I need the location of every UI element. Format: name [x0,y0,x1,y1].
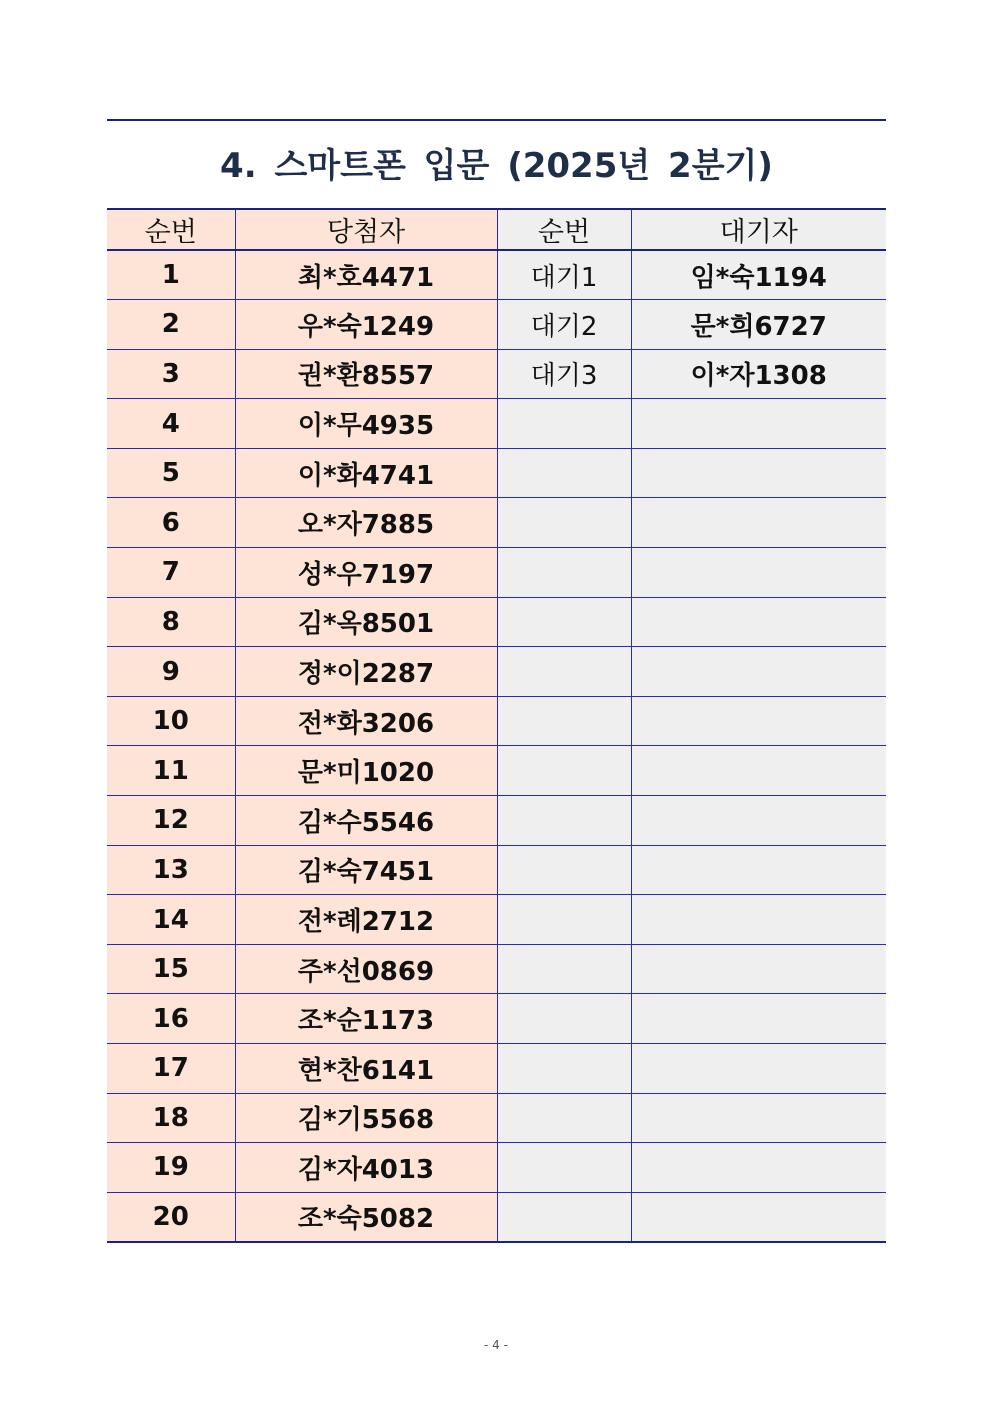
cell-wait-seq [497,796,631,846]
table-row [107,1093,886,1143]
cell-winner: 김*숙7451 [235,845,497,895]
cell-seq: 13 [107,845,235,895]
page-title: 4. 스마트폰 입문 (2025년 2분기) [220,146,773,186]
cell-seq: 10 [107,696,235,746]
cell-waiter: 문*희6727 [631,300,886,350]
cell-waiter [631,647,886,697]
cell-seq: 11 [107,746,235,796]
winners-table [107,208,886,1243]
cell-seq: 2 [107,300,235,350]
table-row [107,448,886,498]
cell-seq: 17 [107,1044,235,1094]
cell-wait-seq [497,696,631,746]
cell-seq: 3 [107,349,235,399]
cell-waiter [631,994,886,1044]
cell-winner: 전*례2712 [235,895,497,945]
table-row [107,349,886,399]
table-row [107,1044,886,1094]
header-seq: 순번 [107,209,235,250]
table-row [107,399,886,449]
table-row [107,548,886,598]
header-winner: 당첨자 [235,209,497,250]
cell-waiter: 임*숙1194 [631,250,886,300]
cell-waiter [631,399,886,449]
table-row [107,1192,886,1242]
cell-seq: 20 [107,1192,235,1242]
cell-seq: 12 [107,796,235,846]
cell-seq: 19 [107,1143,235,1193]
table-row [107,696,886,746]
cell-wait-seq [497,845,631,895]
cell-waiter [631,1044,886,1094]
cell-waiter [631,796,886,846]
cell-waiter: 이*자1308 [631,349,886,399]
cell-waiter [631,746,886,796]
cell-wait-seq [497,1044,631,1094]
cell-wait-seq [497,647,631,697]
cell-seq: 6 [107,498,235,548]
cell-seq: 9 [107,647,235,697]
cell-waiter [631,895,886,945]
cell-winner: 김*자4013 [235,1143,497,1193]
cell-winner: 주*선0869 [235,944,497,994]
cell-seq: 16 [107,994,235,1044]
cell-winner: 오*자7885 [235,498,497,548]
top-rule [107,119,886,121]
table-row [107,994,886,1044]
cell-waiter [631,448,886,498]
cell-seq: 14 [107,895,235,945]
cell-winner: 정*이2287 [235,647,497,697]
cell-wait-seq [497,994,631,1044]
cell-winner: 조*순1173 [235,994,497,1044]
cell-wait-seq [497,1093,631,1143]
table-row [107,647,886,697]
cell-waiter [631,1192,886,1242]
cell-waiter [631,597,886,647]
table-body [107,250,886,1242]
cell-seq: 5 [107,448,235,498]
cell-winner: 권*환8557 [235,349,497,399]
header-waiter: 대기자 [631,209,886,250]
table-row [107,1143,886,1193]
cell-wait-seq [497,548,631,598]
cell-winner: 김*수5546 [235,796,497,846]
table-row [107,944,886,994]
table-row [107,300,886,350]
cell-seq: 15 [107,944,235,994]
cell-winner: 현*찬6141 [235,1044,497,1094]
cell-seq: 7 [107,548,235,598]
table-row [107,597,886,647]
cell-winner: 김*기5568 [235,1093,497,1143]
cell-waiter [631,498,886,548]
cell-winner: 이*무4935 [235,399,497,449]
table-row [107,498,886,548]
cell-wait-seq [497,448,631,498]
cell-seq: 1 [107,250,235,300]
cell-winner: 전*화3206 [235,696,497,746]
cell-winner: 이*화4741 [235,448,497,498]
table-row [107,796,886,846]
cell-seq: 18 [107,1093,235,1143]
cell-winner: 우*숙1249 [235,300,497,350]
cell-waiter [631,845,886,895]
table-row [107,845,886,895]
cell-winner: 조*숙5082 [235,1192,497,1242]
cell-winner: 김*옥8501 [235,597,497,647]
table-row [107,250,886,300]
table-row [107,746,886,796]
cell-waiter [631,548,886,598]
cell-waiter [631,1093,886,1143]
cell-wait-seq [497,597,631,647]
header-wait-seq: 순번 [497,209,631,250]
page-number: - 4 - [484,1338,508,1352]
cell-waiter [631,1143,886,1193]
table-row [107,895,886,945]
cell-seq: 8 [107,597,235,647]
cell-waiter [631,944,886,994]
cell-wait-seq [497,944,631,994]
cell-wait-seq [497,1192,631,1242]
cell-wait-seq: 대기1 [497,250,631,300]
cell-winner: 문*미1020 [235,746,497,796]
cell-wait-seq [497,498,631,548]
cell-wait-seq [497,746,631,796]
cell-wait-seq [497,895,631,945]
cell-wait-seq: 대기3 [497,349,631,399]
table-header-row [107,209,886,250]
cell-winner: 최*호4471 [235,250,497,300]
cell-wait-seq [497,399,631,449]
cell-wait-seq [497,1143,631,1193]
cell-winner: 성*우7197 [235,548,497,598]
cell-seq: 4 [107,399,235,449]
cell-wait-seq: 대기2 [497,300,631,350]
cell-waiter [631,696,886,746]
